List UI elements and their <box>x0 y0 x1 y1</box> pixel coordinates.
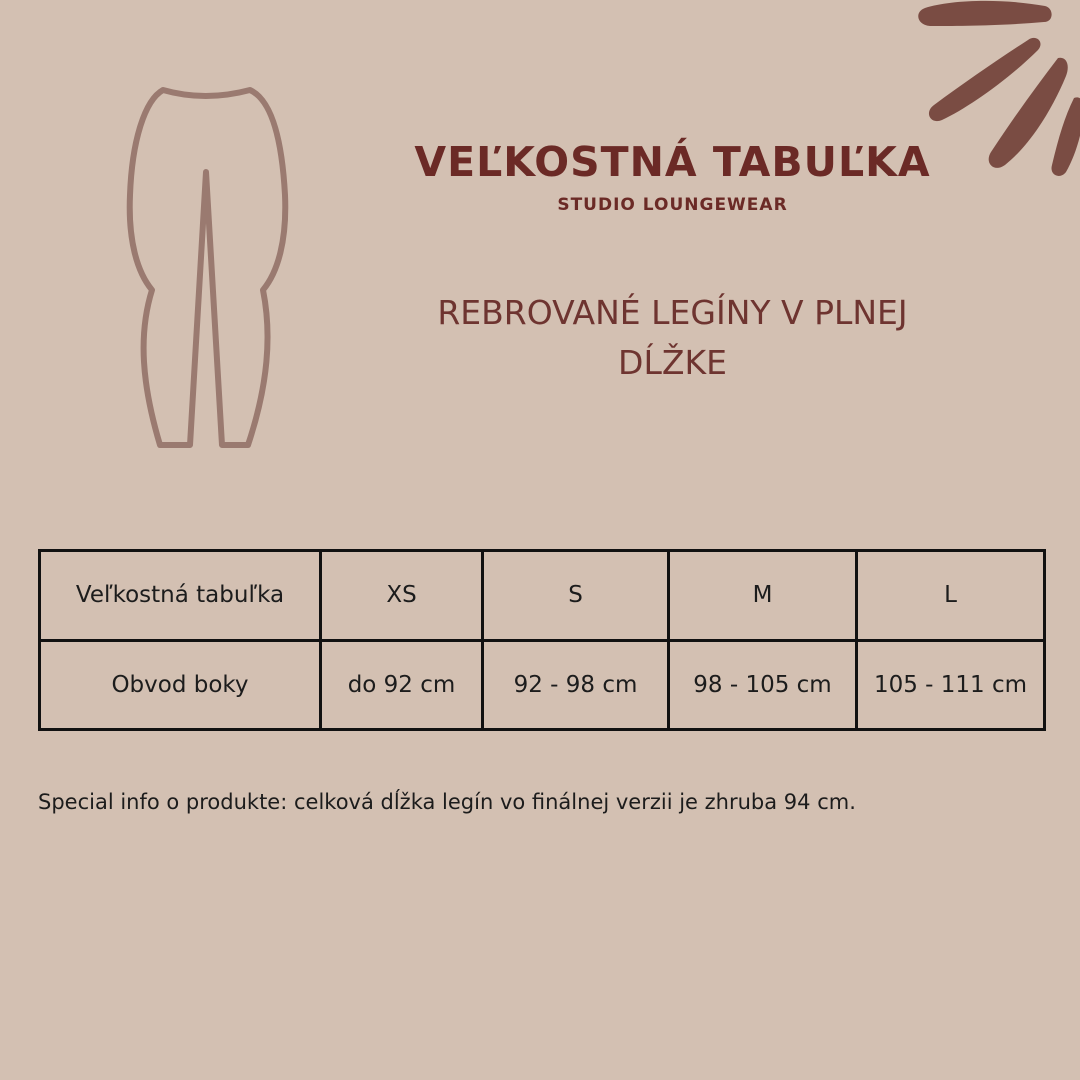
table-row-label: Obvod boky <box>40 640 321 730</box>
leggings-outline-icon <box>110 80 310 470</box>
page-title: VEĽKOSTNÁ TABUĽKA <box>414 138 931 186</box>
product-name <box>395 288 950 388</box>
table-header-row <box>40 551 1045 641</box>
table-row <box>40 640 1045 730</box>
table-cell-m: 98 - 105 cm <box>669 640 857 730</box>
table-cell-s: 92 - 98 cm <box>483 640 669 730</box>
brand-subtitle: STUDIO LOUNGEWEAR <box>557 195 788 215</box>
table-header-size-m: M <box>669 551 857 641</box>
product-name-line-2: DĹŽKE <box>618 343 727 382</box>
table-header-label: Veľkostná tabuľka <box>40 551 321 641</box>
table-header-size-s: S <box>483 551 669 641</box>
table-header-size-xs: XS <box>321 551 483 641</box>
size-table <box>38 549 1046 731</box>
table-cell-l: 105 - 111 cm <box>857 640 1045 730</box>
product-name-line-1: REBROVANÉ LEGÍNY V PLNEJ <box>437 293 908 332</box>
product-note: Special info o produkte: celková dĺžka legín vo finálnej verzii je zhruba 94 cm. <box>38 790 856 814</box>
table-header-size-l: L <box>857 551 1045 641</box>
table-cell-xs: do 92 cm <box>321 640 483 730</box>
